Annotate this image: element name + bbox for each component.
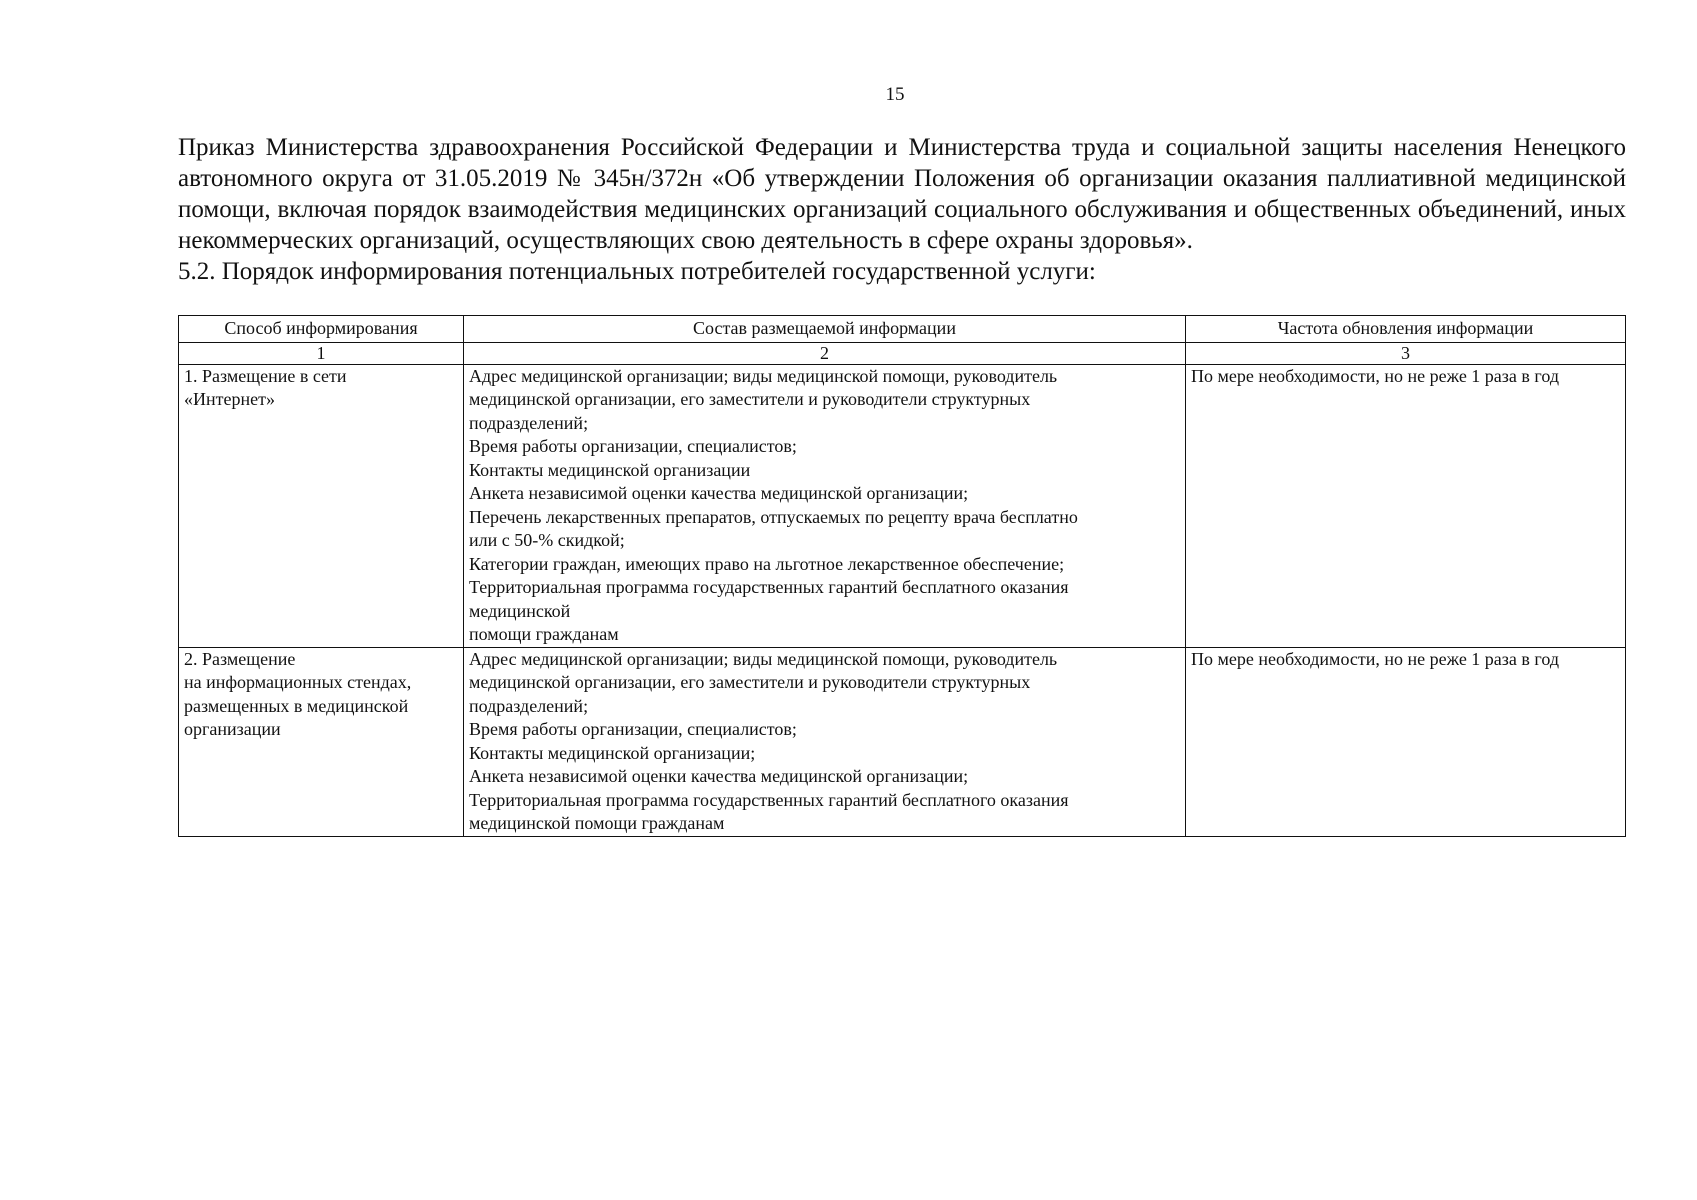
content-line: подразделений; [469, 695, 589, 716]
content-line: медицинской организации, его заместители и руководители структурных [469, 672, 1031, 692]
header-content: Состав размещаемой информации [464, 316, 1186, 343]
content-line: Время работы организации, специалистов; [469, 719, 797, 739]
method-line: на информационных стендах, [184, 672, 412, 692]
content-line: медицинской помощи гражданам [469, 813, 725, 833]
table-header-row [179, 316, 1626, 343]
table-row [179, 364, 1626, 647]
content-line: медицинской организации, его заместители и руководители структурных [469, 389, 1031, 409]
table-row [179, 647, 1626, 836]
content-line: или с 50-% скидкой; [469, 530, 625, 550]
method-line: организации [184, 719, 281, 739]
content-line: Территориальная программа государственных гарантий бесплатного оказания [469, 577, 1069, 597]
method-cell [179, 647, 464, 836]
method-line: «Интернет» [184, 389, 275, 409]
frequency-cell: По мере необходимости, но не реже 1 раза в год [1186, 647, 1626, 836]
content-line: Перечень лекарственных препаратов, отпускаемых по рецепту врача бесплатно [469, 506, 1078, 527]
content-line: Контакты медицинской организации; [469, 742, 756, 763]
intro-paragraph: Приказ Министерства здравоохранения Российской Федерации и Министерства труда и социальной защиты населения Ненецкого автономного округа от 31.05.2019 № 345н/372н «Об утверждении Положения об организации оказания паллиативной медицинской помощи, включая порядок взаимодействия медицинских организаций социального обслуживания и общественных объединений, иных некоммерческих организаций, осуществляющих свою деятельность в сфере охраны здоровья». [178, 134, 1626, 254]
information-table [178, 315, 1626, 837]
content-line: помощи гражданам [469, 624, 619, 644]
header-method: Способ информирования [179, 316, 464, 343]
frequency-cell: По мере необходимости, но не реже 1 раза в год [1186, 364, 1626, 647]
content-cell [464, 647, 1186, 836]
header-frequency: Частота обновления информации [1186, 316, 1626, 343]
content-line: Территориальная программа государственных гарантий бесплатного оказания [469, 789, 1069, 810]
content-cell [464, 364, 1186, 647]
content-line: подразделений; [469, 412, 589, 433]
content-line: Категории граждан, имеющих право на льготное лекарственное обеспечение; [469, 553, 1065, 574]
content-line: медицинской [469, 600, 571, 621]
content-line: Время работы организации, специалистов; [469, 436, 797, 456]
column-number: 3 [1186, 342, 1626, 364]
method-cell [179, 364, 464, 647]
column-number: 2 [464, 342, 1186, 364]
method-line: 2. Размещение [184, 648, 296, 669]
column-number: 1 [179, 342, 464, 364]
content-line: Адрес медицинской организации; виды медицинской помощи, руководитель [469, 365, 1058, 386]
section-heading: 5.2. Порядок информирования потенциальных потребителей государственной услуги: [178, 258, 1096, 285]
content-line: Контакты медицинской организации [469, 459, 751, 480]
method-line: размещенных в медицинской [184, 695, 409, 716]
content-line: Анкета независимой оценки качества медицинской организации; [469, 483, 969, 503]
column-number-row [179, 342, 1626, 364]
content-line: Адрес медицинской организации; виды медицинской помощи, руководитель [469, 648, 1058, 669]
method-line: 1. Размещение в сети [184, 365, 347, 386]
content-line: Анкета независимой оценки качества медицинской организации; [469, 766, 969, 786]
page-number: 15 [885, 84, 905, 105]
